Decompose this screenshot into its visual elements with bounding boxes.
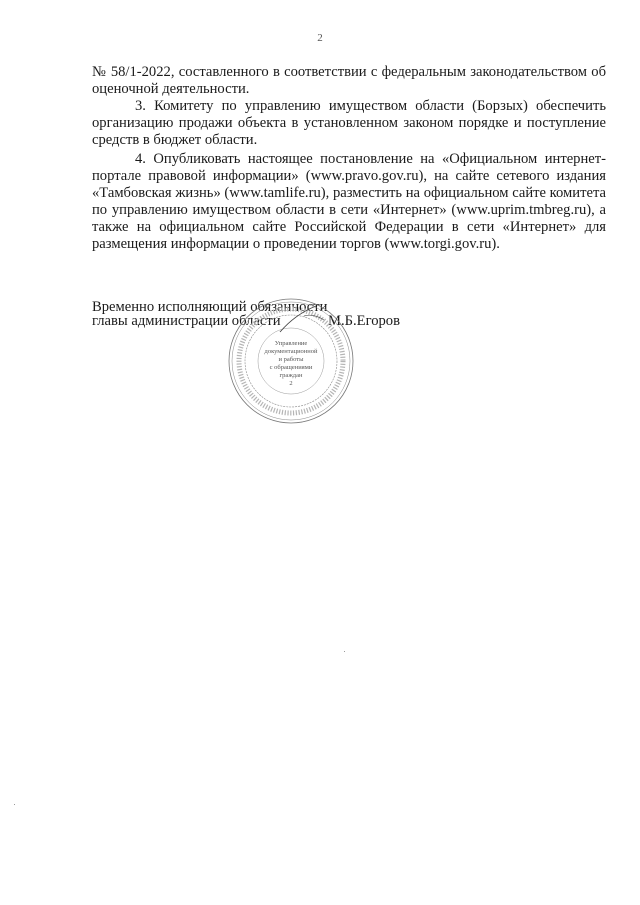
signature-title-line2: главы администрации области: [92, 313, 281, 329]
official-seal: [226, 296, 356, 426]
seal-line-2: документационной: [264, 348, 318, 355]
paragraph-4: 4. Опубликовать настоящее постановление на «Официальном интернет-портале правовой информации» (www.pravo.gov.ru), на сайте сетевого издания «Тамбовская жизнь» (www.tamlife.ru), разместить на официальном сайте комитета по управлению имуществом области в сети «Интернет» (www.uprim.tmbreg.ru), а также на официальном сайте Российской Федерации в сети «Интернет» для размещения информации о проведении торгов (www.torgi.gov.ru).: [92, 151, 606, 252]
seal-line-5: граждан: [279, 372, 303, 379]
signature-title-line1: Временно исполняющий обязанности: [92, 299, 328, 315]
seal-line-3: и работы: [278, 356, 304, 363]
scan-speck: [344, 651, 345, 652]
document-body: [92, 64, 606, 253]
scan-speck: [14, 804, 15, 805]
signatory-name: М.Б.Егоров: [328, 313, 400, 329]
paragraph-continuation: № 58/1-2022, составленного в соответствии с федеральным законодательством об оценочной деятельности.: [92, 64, 606, 97]
seal-line-6: 2: [289, 380, 293, 387]
page-number: 2: [317, 32, 323, 44]
seal-line-4: с обращениями: [269, 364, 313, 371]
seal-line-1: Управление: [274, 340, 308, 347]
paragraph-3: 3. Комитету по управлению имуществом области (Борзых) обеспечить организацию продажи объекта в установленном законом порядке и поступление средств в бюджет области.: [92, 98, 606, 148]
